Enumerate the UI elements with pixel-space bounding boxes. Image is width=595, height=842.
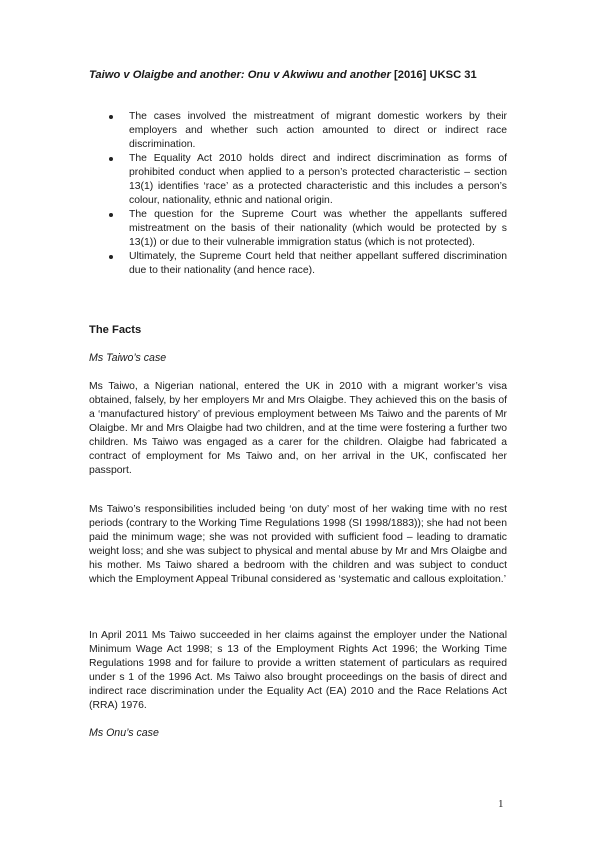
facts-paragraph: In April 2011 Ms Taiwo succeeded in her claims against the employer under the National Minimum Wage Act 1998; s 13 of the Employment Rights Act 1996; the Working Time Regulations 1998 and for failure to provide a written statement of particulars as required under s 1 of the 1996 Act. Ms Taiwo also brought proceedings on the basis of direct and indirect race discrimination under the Equality Act (EA) 2010 and the Race Relations Act (RRA) 1976. bbox=[89, 630, 507, 711]
facts-heading: The Facts bbox=[89, 324, 142, 336]
summary-bullet-list bbox=[89, 110, 507, 278]
case-title bbox=[89, 68, 509, 82]
summary-bullet bbox=[89, 152, 507, 208]
summary-bullet bbox=[89, 208, 507, 250]
case-title-citation: [2016] UKSC 31 bbox=[390, 69, 477, 81]
summary-bullet bbox=[89, 110, 507, 152]
facts-paragraph: Ms Taiwo’s responsibilities included being ‘on duty’ most of her waking time with no rest periods (contrary to the Working Time Regulations 1998 (SI 1998/1883)); she had not been paid the minimum wage; she was not provided with sufficient food – leading to dramatic weight loss; and she was subject to physical and mental abuse by Mr and Mrs Olaigbe and his mother. Ms Taiwo shared a bedroom with the children and was subject to conduct which the Employment Appeal Tribunal considered as ‘systematic and callous exploitation.’ bbox=[89, 504, 507, 585]
bullet-text: The Equality Act 2010 holds direct and indirect discrimination as forms of prohibited conduct when applied to a person’s protected characteristic – section 13(1) identifies ‘race’ as a protected characteristic and this includes a person’s colour, nationality, ethnic and national origin. bbox=[129, 153, 507, 206]
case-title-names: Taiwo v Olaigbe and another: Onu v Akwiwu and another bbox=[89, 69, 391, 81]
bullet-text: The cases involved the mistreatment of migrant domestic workers by their employers and whether such action amounted to direct or indirect race discrimination. bbox=[129, 111, 507, 150]
bullet-text: The question for the Supreme Court was whether the appellants suffered mistreatment on the basis of their nationality (which would be protected by s 13(1)) or due to their vulnerable immigration status (which is not protected). bbox=[129, 209, 507, 248]
bullet-icon bbox=[109, 255, 113, 259]
bullet-text: Ultimately, the Supreme Court held that neither appellant suffered discrimination due to their nationality (and hence race). bbox=[129, 251, 507, 276]
bullet-icon bbox=[109, 213, 113, 217]
summary-bullet bbox=[89, 250, 507, 278]
facts-paragraph: Ms Taiwo, a Nigerian national, entered the UK in 2010 with a migrant worker’s visa obtained, falsely, by her employers Mr and Mrs Olaigbe. They achieved this on the basis of a ‘manufactured history’ of previous employment between Ms Taiwo and the parents of Mr Olaigbe. Mr and Mrs Olaigbe had two children, and at the time were fostering a further two children. Ms Taiwo was engaged as a carer for the children. Olaigbe had fabricated a contract of employment for Ms Taiwo and, on her arrival in the UK, confiscated her passport. bbox=[89, 381, 507, 476]
bullet-icon bbox=[109, 157, 113, 161]
page-number: 1 bbox=[498, 798, 504, 810]
taiwo-case-subheading: Ms Taiwo’s case bbox=[89, 352, 167, 364]
bullet-icon bbox=[109, 115, 113, 119]
onu-case-subheading: Ms Onu’s case bbox=[89, 727, 159, 739]
